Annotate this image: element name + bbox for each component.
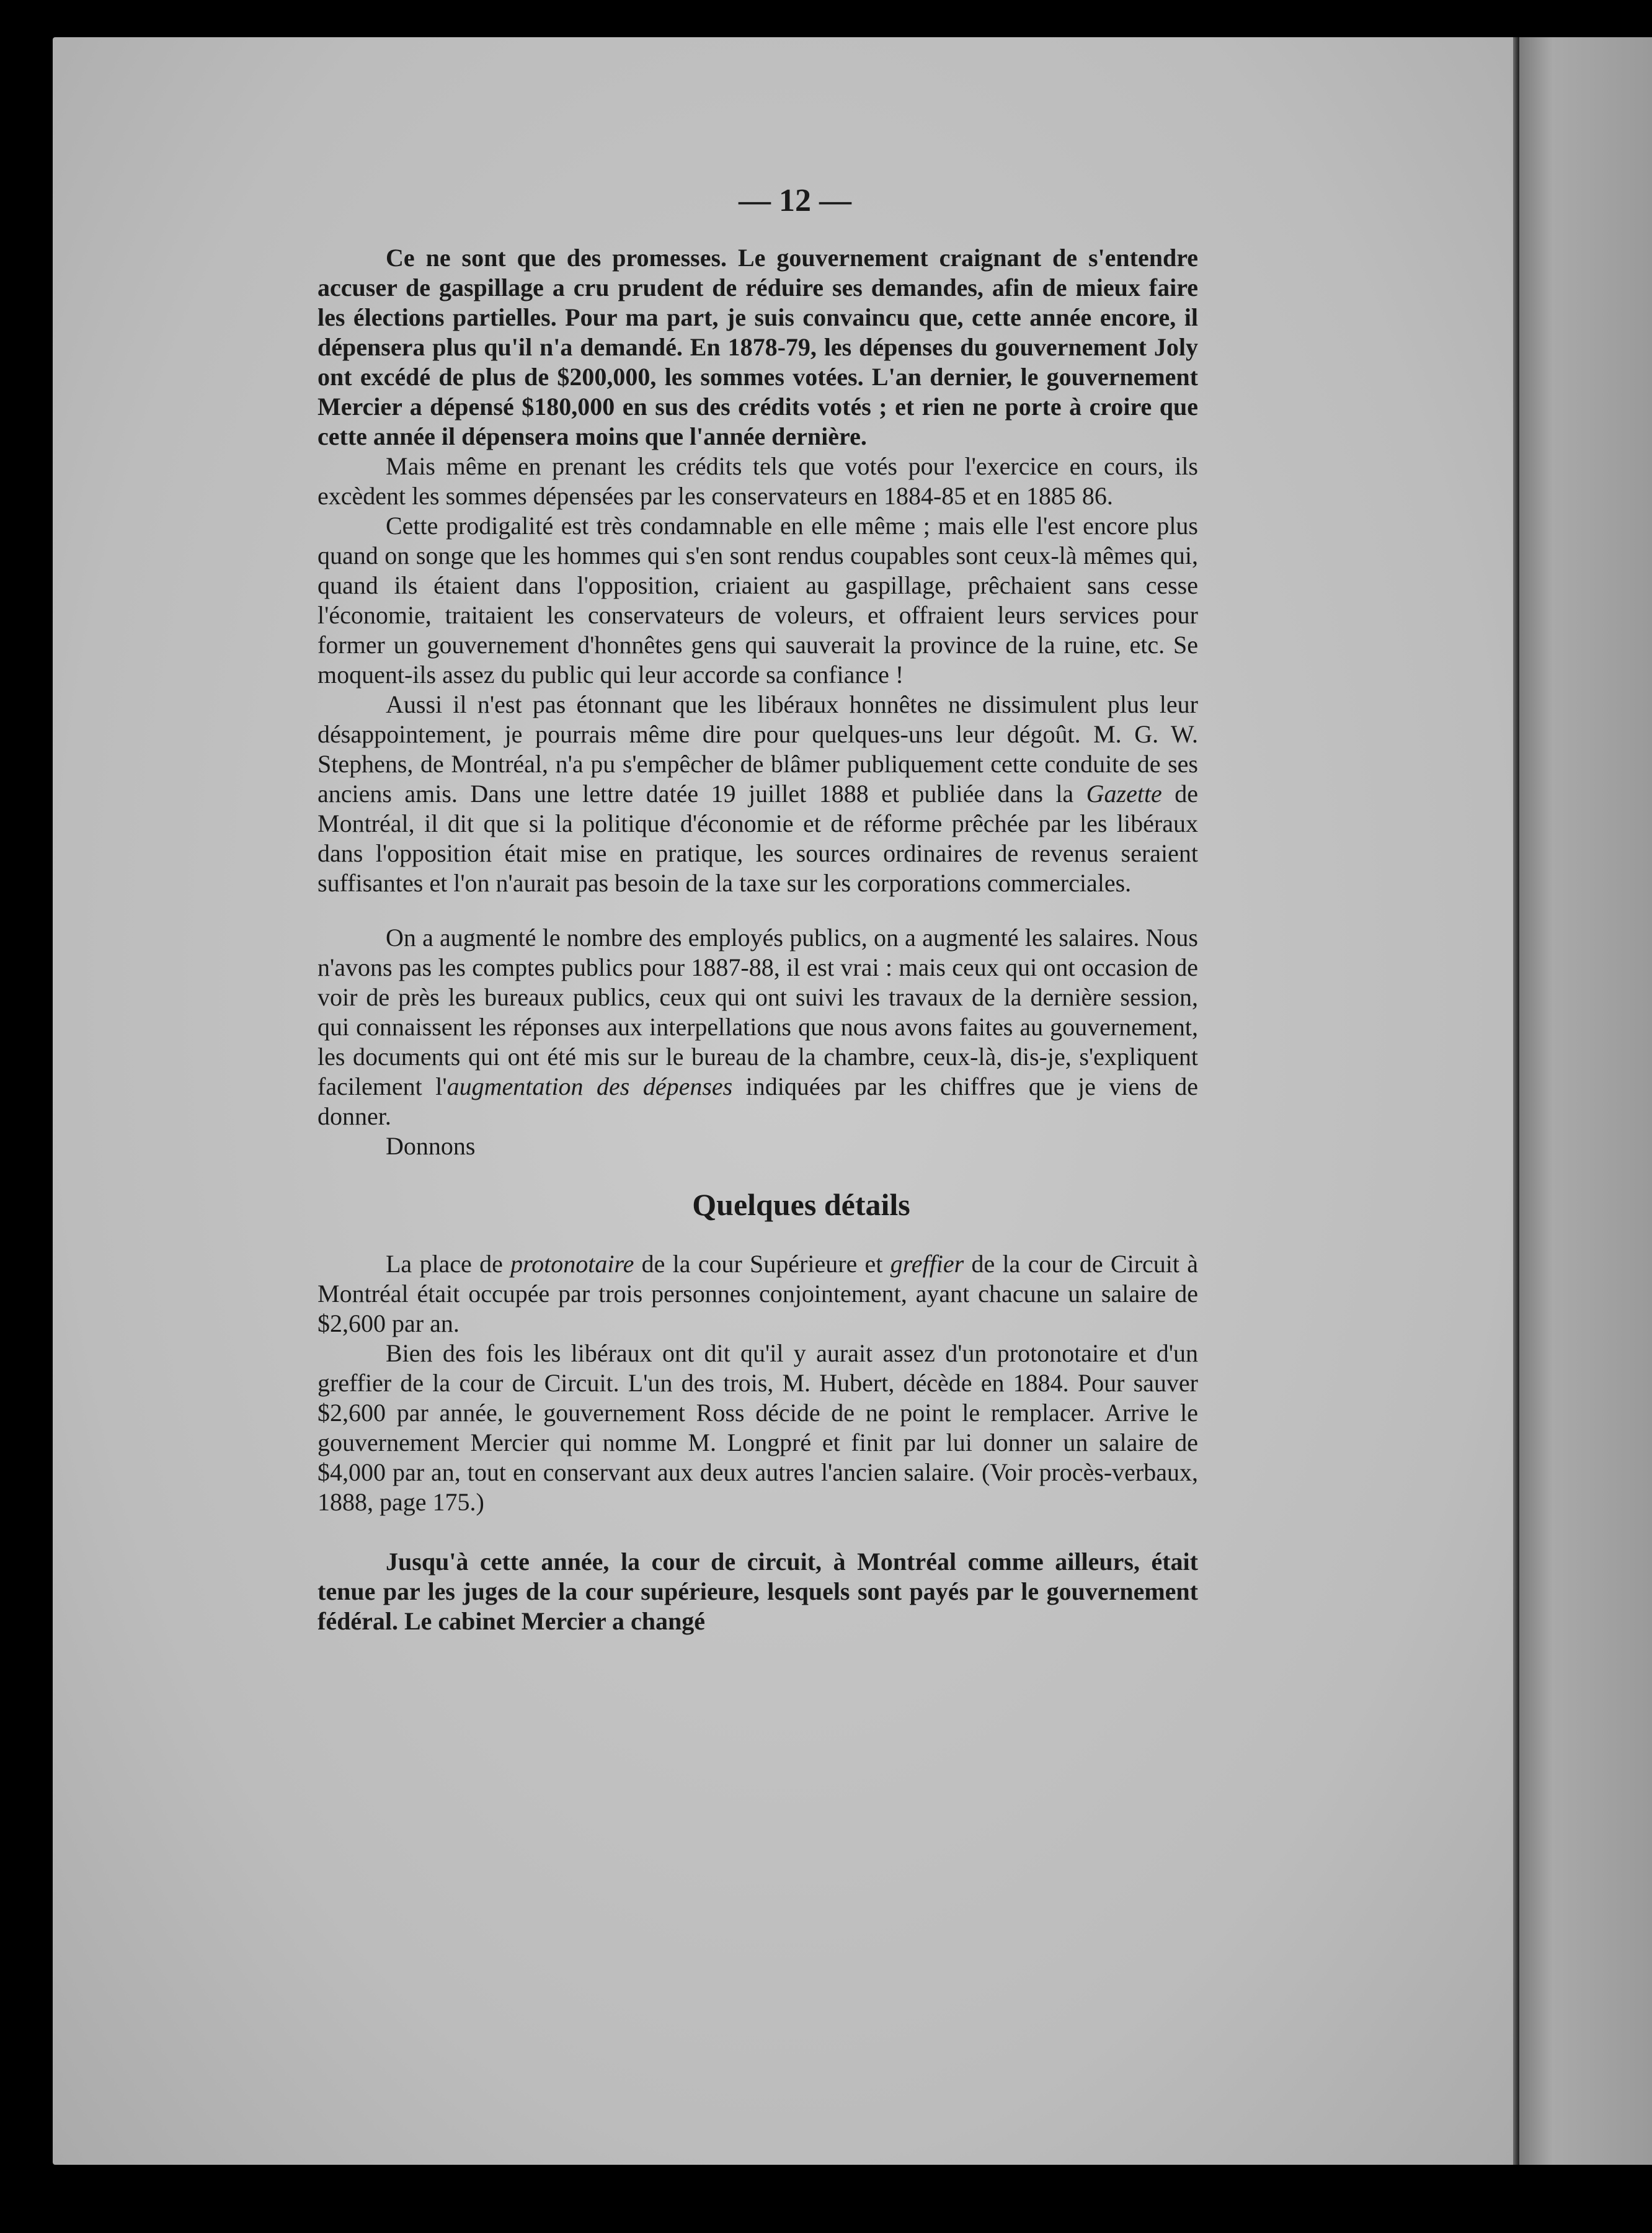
gazette-title: Gazette (1086, 780, 1162, 808)
page-text (318, 183, 1199, 1636)
page-number: — 12 — (739, 183, 851, 218)
paragraph-donnons: Donnons (386, 1132, 476, 1160)
paragraph-stephens (318, 690, 1198, 898)
protonotaire-text-b: de la cour Supérieure et (634, 1250, 890, 1278)
protonotaire-text-c: de la cour de Circuit à Montréal était occupée par trois personnes conjointement, ayant chacune un salaire de $2,600 par an. (318, 1250, 1198, 1337)
paragraph-promesses: Ce ne sont que des promesses. Le gouvernement craignant de s'entendre accuser de gaspillage a cru prudent de réduire ses demandes, afin de mieux faire les élections partielles. Pour ma part, je suis convaincu que, cette année encore, il dépensera plus qu'il n'a demandé. En 1878-79, les dépenses du gouvernement Joly ont excédé de plus de $200,000, les sommes votées. L'an dernier, le gouvernement Mercier a dépensé $180,000 en sus des crédits votés ; et rien ne porte à croire que cette année il dépensera moins que l'année dernière. (318, 244, 1198, 450)
augmentation-emphasis: augmentation des dépenses (446, 1072, 733, 1100)
paragraph-employes (318, 923, 1198, 1131)
adjacent-page-edge (1519, 37, 1652, 2165)
paragraph-employes-text-b: indiquées par les chiffres que je viens de donner. (318, 1072, 1199, 1130)
protonotaire-text-a: La place de (386, 1250, 511, 1278)
protonotaire-term: protonotaire (510, 1250, 634, 1278)
paragraph-prodigalite: Cette prodigalité est très condamnable en elle même ; mais elle l'est encore plus quand on songe que les hommes qui s'en sont rendus coupables sont ceux-là mêmes qui, quand ils étaient dans l'opposition, criaient au gaspillage, prêchaient sans cesse l'économie, traitaient les conservateurs de voleurs, et offraient leurs services pour former un gouvernement d'honnêtes gens qui sauverait la province de la ruine, etc. Se moquent-ils assez du public qui leur accorde sa confiance ! (318, 512, 1198, 689)
section-heading: Quelques détails (692, 1187, 910, 1222)
paragraph-cour-circuit: Jusqu'à cette année, la cour de circuit, à Montréal comme ailleurs, était tenue par les juges de la cour supérieure, lesquels sont payés par le gouvernement fédéral. Le cabinet Mercier a changé (318, 1548, 1198, 1635)
paragraph-hubert: Bien des fois les libéraux ont dit qu'il y aurait assez d'un protonotaire et d'un greffier de la cour de Circuit. L'un des trois, M. Hubert, décède en 1884. Pour sauver $2,600 par année, le gouvernement Ross décide de ne point le remplacer. Arrive le gouvernement Mercier qui nomme M. Longpré et finit par lui donner un salaire de $4,000 par an, tout en conservant aux deux autres l'ancien salaire. (Voir procès-verbaux, 1888, page 175.) (318, 1339, 1198, 1516)
paragraph-protonotaire (318, 1249, 1198, 1339)
paragraph-credits: Mais même en prenant les crédits tels que votés pour l'exercice en cours, ils excèdent les sommes dépensées par les conservateurs en 1884-85 et en 1885 86. (318, 452, 1198, 510)
greffier-term: greffier (890, 1250, 964, 1278)
paragraph-stephens-text-b: de Montréal, il dit que si la politique d'économie et de réforme prêchée par les libéraux dans l'opposition était mise en pratique, les sources ordinaires de revenus seraient suffisantes et l'on n'aurait pas besoin de la taxe sur les corporations commerciales. (318, 780, 1198, 897)
paragraph-stephens-text-a: Aussi il n'est pas étonnant que les libéraux honnêtes ne dissimulent plus leur désappointement, je pourrais même dire pour quelques-uns leur dégoût. M. G. W. Stephens, de Montréal, n'a pu s'empêcher de blâmer publiquement cette conduite de ses anciens amis. Dans une lettre datée 19 juillet 1888 et publiée dans la (318, 690, 1198, 808)
paragraph-employes-text-a: On a augmenté le nombre des employés publics, on a augmenté les salaires. Nous n'avons pas les comptes publics pour 1887-88, il est vrai : mais ceux qui ont occasion de voir de près les bureaux publics, ceux qui ont suivi les travaux de la dernière session, qui connaissent les réponses aux interpellations que nous avons faites au gouvernement, les documents qui ont été mis sur le bureau de la chambre, ceux-là, dis-je, s'expliquent facilement l' (318, 924, 1198, 1100)
